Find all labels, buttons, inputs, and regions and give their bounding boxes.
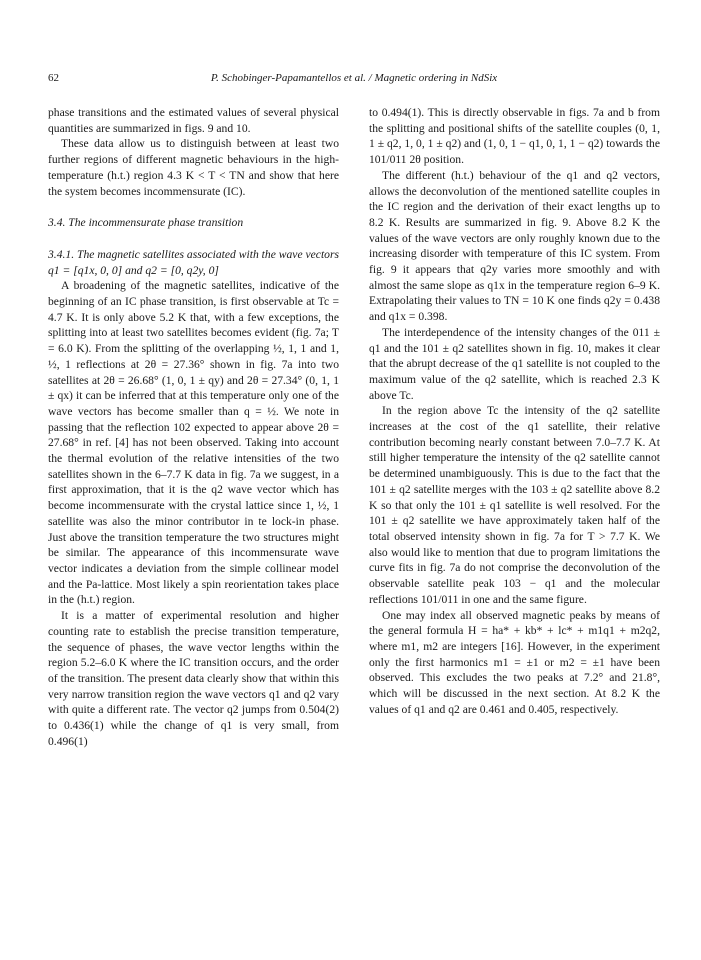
paragraph: It is a matter of experimental resolution and higher counting rate to establish the precise transition temperature, the sequence of phases, the wave vector lengths within the region 5.2–6.0 K where the IC transition occurs, and the order of the transition. The present data clearly show that within this very narrow transition region the wave vectors q1 and q2 vary with quite a different rate. The vector q2 jumps from 0.504(2) to 0.436(1) while the change of q1 is very small, from 0.496(1) [48, 609, 339, 748]
paragraph: The different (h.t.) behaviour of the q1 and q2 vectors, allows the deconvolution of the mentioned satellite couples in the IC region and the derivation of their exact lengths up to 8.2 K. Results are summarized in fig. 9. Above 8.2 K the values of the wave vectors are only roughly known due to the increasing disorder with temperature of this IC system. From fig. 9 it appears that q2y varies more smoothly and with almost the same slope as q1x in the temperature region 6–9 K. Extrapolating their values to TN = 10 K one finds q2y = 0.438 and q1x = 0.398. [369, 168, 660, 324]
paragraph: These data allow us to distinguish between at least two further regions of different magnetic behaviours in the high-temperature (h.t.) region 4.3 K < T < TN and show that here the system becomes incommensurate (IC). [48, 137, 339, 198]
paragraph: In the region above Tc the intensity of the q2 satellite increases at the cost of the q1 satellite, their relative contribution becoming nearly constant between 7.0–7.7 K. At still higher temperature the intensity of the q2 satellite cannot be determined unambiguously. This is due to the fact that the 101 ± q2 satellite merges with the 103 ± q2 satellite above 8.2 K so that only the 101 ± q1 satellite is well resolved. For the 101 ± q2 satellite we have approximately taken half of the total observed intensity shown in fig. 7a for T > 7.7 K. We also would like to mention that due to program limitations the curve fits in fig. 7a do not comprise the deconvolution of the observable satellite peak 103 − q1 and the molecular reflections 101/011 in one and the same figure. [369, 404, 660, 606]
section-heading: 3.4. The incommensurate phase transition [48, 216, 244, 230]
paragraph: phase transitions and the estimated values of several physical quantities are summarized in figs. 9 and 10. [48, 106, 339, 135]
page-header [48, 72, 660, 88]
paragraph: The interdependence of the intensity changes of the 011 ± q1 and the 101 ± q2 satellites shown in fig. 10, makes it clear that the abrupt decrease of the q1 satellite is not coupled to the maximum value of the q2 satellite, which is reached 2.3 K above Tc. [369, 325, 660, 402]
paragraph: One may index all observed magnetic peaks by means of the general formula H = ha* + kb* + lc* + m1q1 + m2q2, where m1, m2 are integers [16]. However, in the experiment only the first harmonics m1 = ±1 or m2 = ±1 have been observed. This excludes the two peaks at 7.2° and 21.8°, which will be discussed in the next section. At 8.2 K the values of q1 and q2 are 0.461 and 0.405, respectively. [369, 608, 660, 716]
paragraph: to 0.494(1). This is directly observable in figs. 7a and b from the splitting and positional shifts of the satellite couples (0, 1, 1 ± q2, 1, 0, 1 ± q2) and (1, 0, 1 − q1, 0, 1, 1 − q2) towards the 101/011 2θ position. [369, 106, 660, 167]
right-column [369, 105, 660, 717]
running-head: P. Schobinger-Papamantellos et al. / Magnetic ordering in NdSix [210, 72, 498, 84]
subsection-heading: 3.4.1. The magnetic satellites associated with the wave vectors q1 = [q1x, 0, 0] and q2 = [0, q2y, 0] [48, 247, 339, 277]
left-column [48, 105, 339, 749]
page-number: 62 [48, 72, 59, 84]
paragraph: A broadening of the magnetic satellites, indicative of the beginning of an IC phase transition, is first observable at Tc = 4.7 K. It is only above 5.2 K that, with a few exceptions, the splitting into at least two satellites becomes evident (fig. 7a; T = 6.0 K). From the splitting of the overlapping ½, 1, 1 and 1, ½, 1 reflections at 2θ = 27.36° shown in fig. 7a into two satellites at 2θ = 26.68° (1, 0, 1 ± qy) and 2θ = 27.34° (0, 1, 1 ± qx) it can be inferred that at this temperature only one of the wave vectors has become smaller than q = ½. We note in passing that the reflection 102 expected to appear above 2θ = 27.68° in ref. [4] has not been observed. Taking into account the thermal evolution of the relative intensities of the two satellites shown in the 6–7.7 K data in fig. 7a we suggest, in a first approximation, that it is the q2 wave vector which has become incommensurate with the crystal lattice since 1, ½, 1 satellite was also the minor contributor in te lock-in phase. Just above the transition temperature the two structures might be similar. The appearance of this incommensurate wave vector indicates a deviation from the simple collinear model and the Pa-lattice. Most likely a spin reorientation takes place in the (h.t.) region. [48, 279, 339, 607]
